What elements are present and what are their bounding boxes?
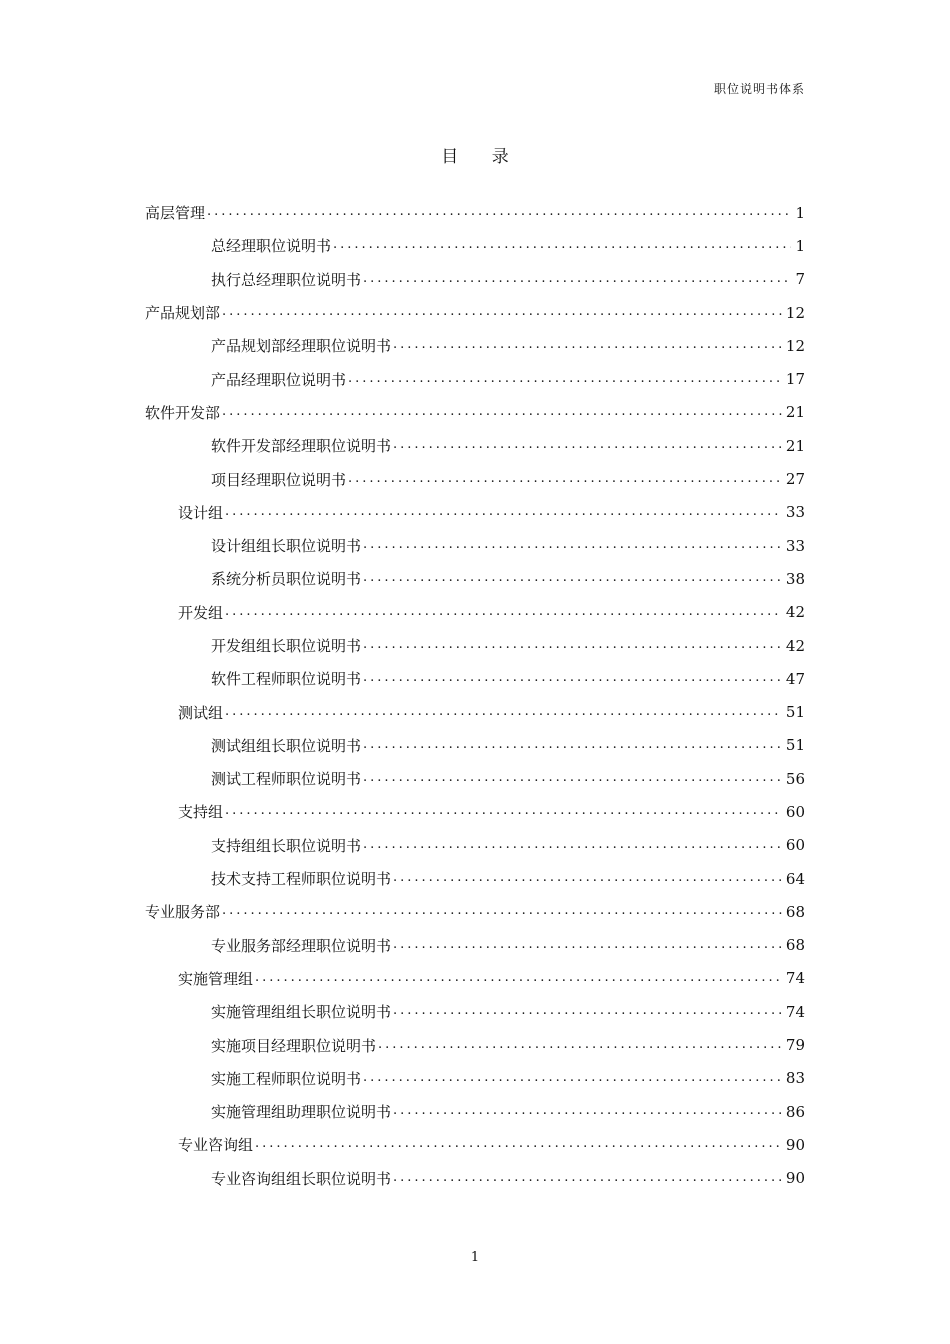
toc-entry-page: 42: [785, 603, 805, 622]
toc-entry-page: 1: [795, 236, 805, 255]
toc-entry[interactable]: [145, 362, 805, 395]
toc-entry[interactable]: [145, 629, 805, 662]
toc-heading: 目 录: [441, 147, 523, 167]
toc-entry[interactable]: [145, 929, 805, 962]
toc-entry-page: 56: [785, 769, 805, 788]
toc-entry-title: 实施管理组: [178, 969, 254, 988]
toc-entry[interactable]: [145, 862, 805, 895]
toc-dot-leader: [255, 970, 782, 985]
toc-entry-title: 实施管理组组长职位说明书: [211, 1003, 392, 1022]
toc-dot-leader: [393, 870, 782, 885]
toc-entry[interactable]: [145, 462, 805, 495]
toc-entry-page: 60: [785, 802, 805, 821]
toc-entry-title: 实施工程师职位说明书: [211, 1069, 362, 1088]
page-number: 1: [470, 1250, 480, 1265]
toc-entry-page: 86: [785, 1102, 805, 1121]
toc-entry[interactable]: [145, 196, 805, 229]
toc-entry-page: 21: [785, 436, 805, 455]
toc-dot-leader: [363, 570, 782, 585]
toc-entry-page: 51: [785, 703, 805, 722]
toc-entry-page: 90: [785, 1169, 805, 1188]
toc-entry[interactable]: [145, 762, 805, 795]
toc-dot-leader: [225, 704, 782, 719]
toc-entry-page: 90: [785, 1135, 805, 1154]
toc-entry[interactable]: [145, 263, 805, 296]
toc-entry[interactable]: [145, 429, 805, 462]
toc-entry-page: 27: [785, 470, 805, 489]
toc-dot-leader: [348, 371, 782, 386]
toc-dot-leader: [207, 204, 791, 219]
toc-entry-page: 47: [785, 669, 805, 688]
toc-entry[interactable]: [145, 895, 805, 928]
toc-entry-title: 系统分析员职位说明书: [211, 570, 362, 589]
toc-dot-leader: [363, 670, 782, 685]
toc-dot-leader: [363, 837, 782, 852]
toc-entry-title: 测试工程师职位说明书: [211, 770, 362, 789]
toc-entry-title: 项目经理职位说明书: [211, 470, 347, 489]
toc-entry-page: 12: [785, 303, 805, 322]
toc-entry[interactable]: [145, 829, 805, 862]
toc-dot-leader: [363, 271, 791, 286]
toc-entry-title: 实施管理组助理职位说明书: [211, 1103, 392, 1122]
toc-entry-page: 74: [785, 1002, 805, 1021]
toc-entry-page: 1: [795, 203, 805, 222]
toc-entry-page: 83: [785, 1069, 805, 1088]
toc-entry-title: 设计组组长职位说明书: [211, 537, 362, 556]
toc-entry-title: 执行总经理职位说明书: [211, 270, 362, 289]
toc-entry[interactable]: [145, 1128, 805, 1161]
toc-entry-page: 21: [785, 403, 805, 422]
toc-entry-page: 68: [785, 936, 805, 955]
toc-dot-leader: [378, 1037, 782, 1052]
toc-dot-leader: [363, 770, 782, 785]
toc-entry-title: 专业服务部经理职位说明书: [211, 936, 392, 955]
toc-entry-title: 软件开发部: [145, 403, 221, 422]
toc-entry[interactable]: [145, 329, 805, 362]
toc-entry-page: 12: [785, 336, 805, 355]
toc-entry[interactable]: [145, 662, 805, 695]
toc-entry-page: 74: [785, 969, 805, 988]
toc-dot-leader: [255, 1136, 782, 1151]
toc-dot-leader: [225, 803, 782, 818]
toc-dot-leader: [348, 471, 782, 486]
toc-entry-title: 产品规划部经理职位说明书: [211, 337, 392, 356]
toc-dot-leader: [225, 604, 782, 619]
toc-entry[interactable]: [145, 596, 805, 629]
toc-entry-title: 软件开发部经理职位说明书: [211, 437, 392, 456]
toc-entry-title: 产品经理职位说明书: [211, 370, 347, 389]
toc-dot-leader: [393, 1170, 782, 1185]
toc-dot-leader: [363, 737, 782, 752]
toc-dot-leader: [363, 537, 782, 552]
toc-entry-title: 技术支持工程师职位说明书: [211, 870, 392, 889]
toc-entry-page: 17: [785, 370, 805, 389]
toc-dot-leader: [222, 404, 782, 419]
toc-dot-leader: [363, 637, 782, 652]
toc-entry-title: 软件工程师职位说明书: [211, 670, 362, 689]
toc-entry[interactable]: [145, 529, 805, 562]
toc-entry-page: 7: [795, 270, 805, 289]
toc-entry[interactable]: [145, 296, 805, 329]
toc-entry[interactable]: [145, 1162, 805, 1195]
toc-entry-page: 42: [785, 636, 805, 655]
toc-entry-title: 开发组: [178, 603, 224, 622]
toc-dot-leader: [225, 504, 782, 519]
toc-entry-title: 产品规划部: [145, 304, 221, 323]
toc-dot-leader: [393, 1103, 782, 1118]
toc-dot-leader: [393, 437, 782, 452]
table-of-contents: [145, 196, 805, 1195]
toc-entry[interactable]: [145, 229, 805, 262]
toc-entry-title: 支持组: [178, 803, 224, 822]
toc-entry-title: 实施项目经理职位说明书: [211, 1036, 377, 1055]
toc-entry-page: 68: [785, 902, 805, 921]
page-header: 职位说明书体系: [713, 82, 805, 96]
toc-entry-page: 33: [785, 503, 805, 522]
toc-entry-title: 测试组: [178, 703, 224, 722]
toc-entry[interactable]: [145, 396, 805, 429]
toc-dot-leader: [393, 337, 782, 352]
toc-entry-page: 79: [785, 1036, 805, 1055]
toc-dot-leader: [363, 1070, 782, 1085]
toc-entry-page: 51: [785, 736, 805, 755]
toc-entry-title: 专业服务部: [145, 903, 221, 922]
toc-entry-title: 专业咨询组组长职位说明书: [211, 1169, 392, 1188]
toc-entry-title: 设计组: [178, 503, 224, 522]
toc-entry[interactable]: [145, 562, 805, 595]
toc-entry-page: 60: [785, 836, 805, 855]
toc-dot-leader: [333, 237, 791, 252]
toc-entry-page: 64: [785, 869, 805, 888]
toc-dot-leader: [222, 304, 782, 319]
toc-entry[interactable]: [145, 795, 805, 828]
toc-entry[interactable]: [145, 962, 805, 995]
toc-dot-leader: [393, 1003, 782, 1018]
toc-entry[interactable]: [145, 1062, 805, 1095]
toc-entry[interactable]: [145, 1095, 805, 1128]
toc-dot-leader: [222, 903, 782, 918]
toc-dot-leader: [393, 937, 782, 952]
toc-entry-title: 专业咨询组: [178, 1136, 254, 1155]
toc-entry[interactable]: [145, 729, 805, 762]
toc-entry[interactable]: [145, 1028, 805, 1061]
toc-entry-title: 测试组组长职位说明书: [211, 736, 362, 755]
toc-entry-page: 38: [785, 569, 805, 588]
toc-entry[interactable]: [145, 995, 805, 1028]
toc-entry-title: 开发组组长职位说明书: [211, 637, 362, 655]
toc-entry-title: 总经理职位说明书: [211, 237, 332, 256]
toc-entry[interactable]: [145, 695, 805, 728]
toc-entry-title: 支持组组长职位说明书: [211, 836, 362, 855]
toc-entry[interactable]: [145, 496, 805, 529]
toc-entry-page: 33: [785, 536, 805, 555]
toc-entry-title: 高层管理: [145, 204, 206, 223]
